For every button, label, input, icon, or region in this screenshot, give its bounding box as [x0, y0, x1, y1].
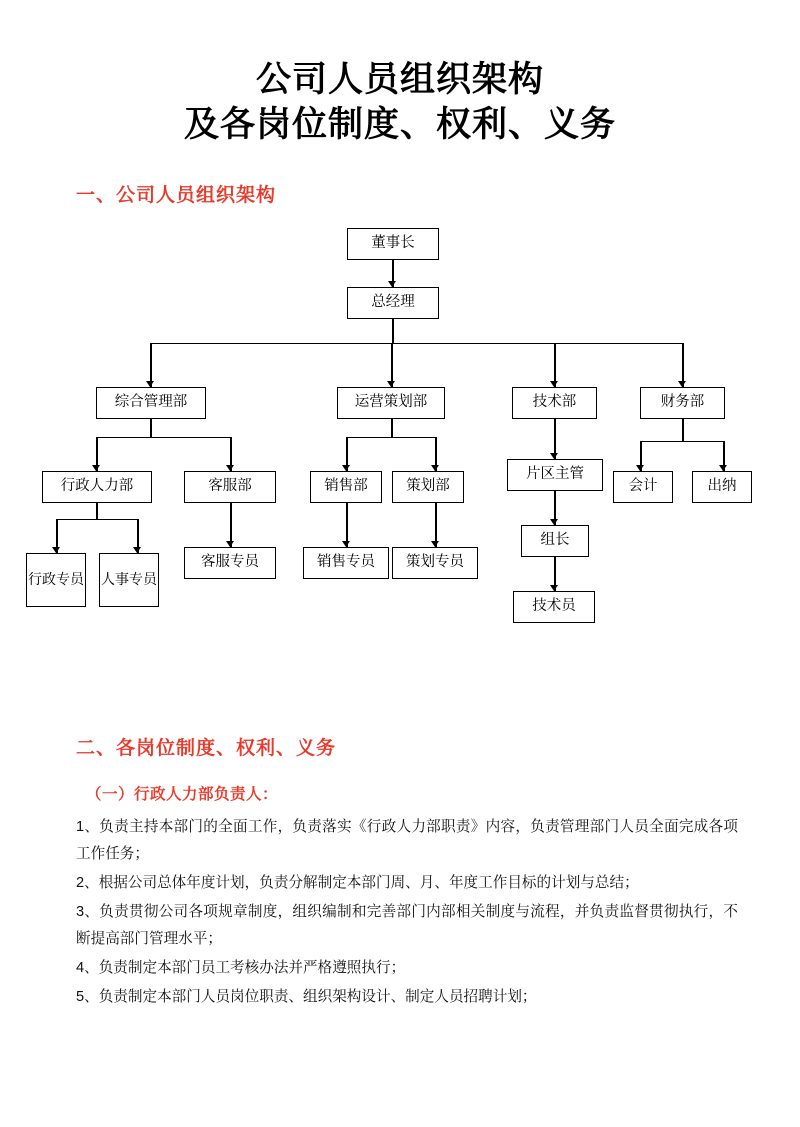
node-general-manager: 总经理: [347, 287, 439, 319]
edge-admin-bus: [96, 437, 231, 439]
node-finance-dept: 财务部: [640, 387, 725, 419]
node-personnel-specialist: 人事专员: [99, 553, 159, 607]
arrow-ops-planning: [431, 465, 439, 471]
arrow-service-specialist: [226, 541, 234, 547]
arrow-bus-tech: [550, 381, 558, 387]
title-line-2: 及各岗位制度、权利、义务: [183, 104, 616, 144]
section-heading-one: 一、公司人员组织架构: [76, 184, 277, 206]
node-technician: 技术员: [513, 591, 595, 623]
edge-gm-stem: [392, 319, 394, 343]
edge-hr-bus: [56, 519, 138, 521]
duty-item-4: 4、负责制定本部门员工考核办法并严格遵照执行；: [76, 959, 406, 976]
arrow-planning-specialist: [431, 541, 439, 547]
duty-item-5: 5、负责制定本部门人员岗位职责、组织架构设计、制定人员招聘计划；: [76, 988, 537, 1005]
node-admin-specialist: 行政专员: [26, 553, 86, 607]
node-chairman: 董事长: [347, 228, 439, 260]
node-tech-dept: 技术部: [512, 387, 597, 419]
node-hr-dept: 行政人力部: [42, 471, 152, 503]
duties-list: [76, 814, 738, 1011]
node-operations-dept: 运营策划部: [337, 387, 445, 419]
arrow-finance-cashier: [719, 465, 727, 471]
node-area-supervisor: 片区主管: [507, 459, 603, 491]
node-admin-dept: 综合管理部: [96, 387, 206, 419]
node-team-leader: 组长: [521, 525, 589, 557]
duty-item-3: 3、负责贯彻公司各项规章制度，组织编制和完善部门内部相关制度与流程，并负责监督贯彻执行，不断提高部门管理水平；: [76, 903, 738, 947]
section-heading-two: 二、各岗位制度、权利、义务: [76, 737, 337, 759]
arrow-tech-supervisor: [550, 453, 558, 459]
node-planning-specialist: 策划专员: [392, 547, 478, 579]
edge-ops-bus: [346, 437, 436, 439]
edge-level2-bus: [150, 343, 683, 345]
org-chart: [0, 217, 800, 677]
arrow-hr-admin-spec: [52, 547, 60, 553]
arrow-bus-finance: [678, 381, 686, 387]
arrow-sales-specialist: [342, 541, 350, 547]
node-customer-service-dept: 客服部: [184, 471, 276, 503]
edge-ops-stem: [391, 419, 393, 437]
arrow-chairman-gm: [388, 281, 396, 287]
node-planning-dept: 策划部: [392, 471, 464, 503]
node-sales-dept: 销售部: [310, 471, 382, 503]
arrow-bus-ops: [387, 381, 395, 387]
chart-text-spacer: [0, 677, 800, 733]
title-line-1: 公司人员组织架构: [255, 60, 544, 99]
arrow-ops-sales: [342, 465, 350, 471]
arrow-admin-service: [226, 465, 234, 471]
arrow-leader-technician: [550, 585, 558, 591]
node-accountant: 会计: [613, 471, 673, 503]
duty-item-1: 1、负责主持本部门的全面工作，负责落实《行政人力部职责》内容，负责管理部门人员全面完成各项工作任务；: [76, 818, 738, 862]
subsection-heading-hr-lead: （一）行政人力部负责人：: [86, 785, 279, 803]
arrow-admin-hr: [92, 465, 100, 471]
arrow-supervisor-leader: [550, 519, 558, 525]
arrow-hr-personnel-spec: [133, 547, 141, 553]
edge-finance-bus: [640, 441, 724, 443]
edge-admin-stem: [150, 419, 152, 437]
duty-item-2: 2、根据公司总体年度计划，负责分解制定本部门周、月、年度工作目标的计划与总结；: [76, 874, 639, 891]
arrow-finance-accountant: [636, 465, 644, 471]
edge-hr-stem: [96, 503, 98, 519]
node-service-specialist: 客服专员: [184, 547, 276, 579]
page-title: [0, 0, 800, 148]
arrow-bus-admin: [146, 381, 154, 387]
edge-finance-stem: [682, 419, 684, 441]
node-sales-specialist: 销售专员: [303, 547, 389, 579]
node-cashier: 出纳: [692, 471, 752, 503]
